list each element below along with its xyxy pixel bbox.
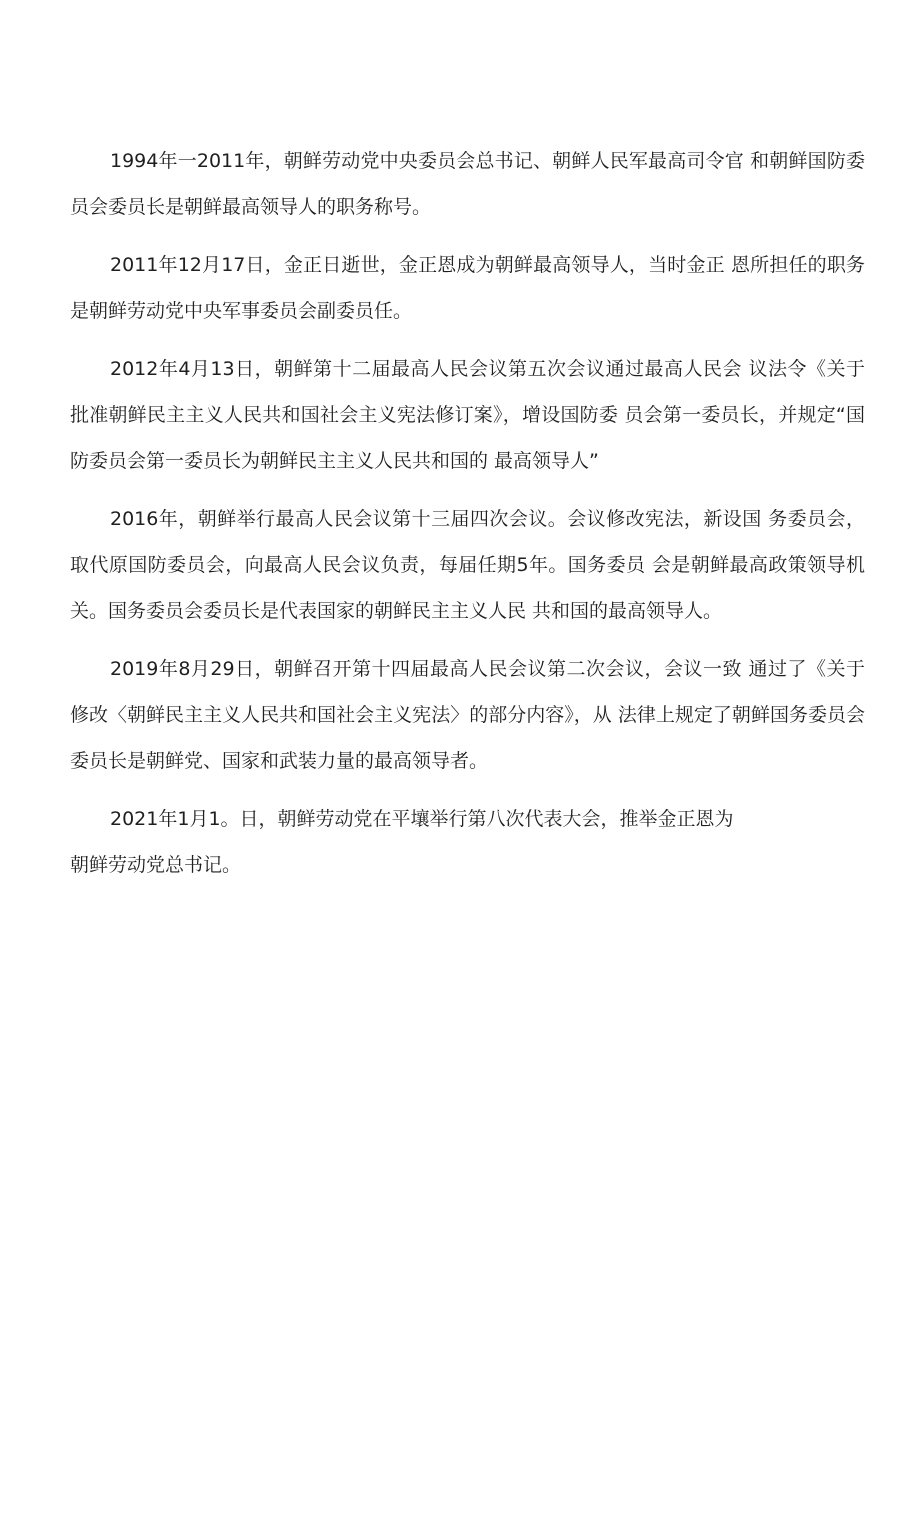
paragraph-2016: 2016年，朝鲜举行最高人民会议第十三届四次会议。会议修改宪法，新设国 务委员会，取代原国防委员会，向最高人民会议负责，每届任期5年。国务委员 会是朝鲜最高政策领导机关。国务委员会委员长是代表国家的朝鲜民主主义人民 共和国的最高领导人。: [70, 508, 865, 622]
paragraph-1994-2011: 1994年一2011年，朝鲜劳动党中央委员会总书记、朝鲜人民军最高司令官 和朝鲜国防委员会委员长是朝鲜最高领导人的职务称号。: [70, 150, 865, 218]
paragraph-2019: 2019年8月29日，朝鲜召开第十四届最高人民会议第二次会议，会议一致 通过了《关于修改〈朝鲜民主主义人民共和国社会主义宪法〉的部分内容》，从 法律上规定了朝鲜国务委员会委员长是朝鲜党、国家和武装力量的最高领导者。: [70, 658, 865, 772]
document-body: [70, 138, 865, 888]
paragraph-2011: 2011年12月17日，金正日逝世，金正恩成为朝鲜最高领导人，当时金正 恩所担任的职务是朝鲜劳动党中央军事委员会副委员任。: [70, 254, 865, 322]
paragraph-2012: 2012年4月13日，朝鲜第十二届最高人民会议第五次会议通过最高人民会 议法令《关于批准朝鲜民主主义人民共和国社会主义宪法修订案》，增设国防委 员会第一委员长，并规定“国防委员会第一委员长为朝鲜民主主义人民共和国的 最高领导人”: [70, 358, 865, 472]
paragraph-2021-continuation: 朝鲜劳动党总书记。: [70, 854, 242, 876]
paragraph-2021: 2021年1月1。日，朝鲜劳动党在平壤举行第八次代表大会，推举金正恩为: [110, 808, 734, 830]
